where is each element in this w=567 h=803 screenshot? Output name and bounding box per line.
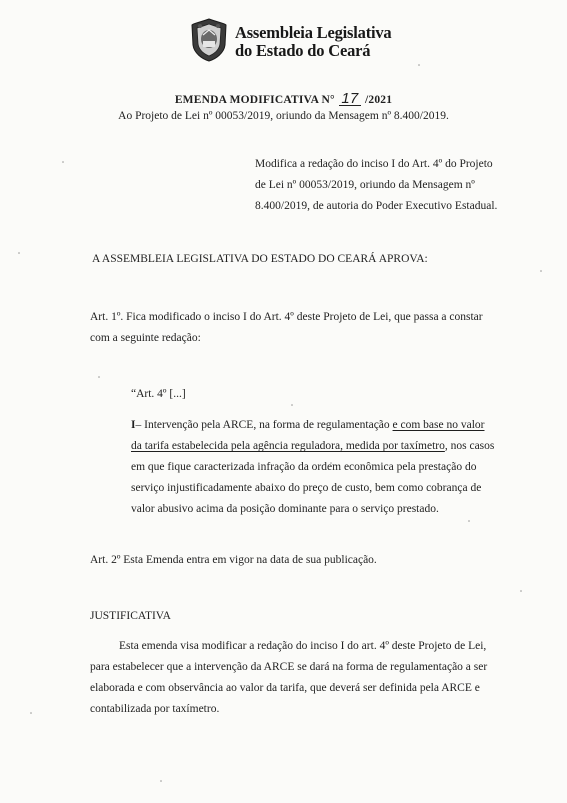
scan-speck (160, 780, 162, 782)
organization-name-line1: Assembleia Legislativa (235, 23, 392, 42)
inciso-line (131, 436, 497, 457)
enacting-clause: A ASSEMBLEIA LEGISLATIVA DO ESTADO DO CEARÁ APROVA: (92, 253, 428, 265)
inciso-underlined-text: da tarifa estabelecida pela agência reguladora, medida por taxímetro (131, 440, 445, 452)
inciso-label: I (131, 419, 136, 431)
justification-line: elaborada e com observância ao valor da tarifa, que deverá ser definida pela ARCE e (90, 682, 480, 694)
organization-name (235, 24, 391, 60)
scan-speck (98, 376, 100, 378)
inciso-line (131, 415, 497, 436)
amendment-number: 17 (339, 93, 361, 106)
ementa-line: de Lei nº 00053/2019, oriundo da Mensagem nº (255, 179, 475, 191)
article-1-line1: Art. 1º. Fica modificado o inciso I do Art. 4º deste Projeto de Lei, que passa a constar (90, 311, 483, 323)
scan-speck (30, 712, 32, 714)
article-1-line2: com a seguinte redação: (90, 332, 201, 344)
inciso-text (131, 415, 497, 520)
justification-heading: JUSTIFICATIVA (90, 610, 171, 622)
scan-speck (540, 270, 542, 272)
inciso-line: valor abusivo acima da posição dominante para o serviço prestado. (131, 503, 439, 515)
justification-body (90, 636, 500, 720)
inciso-line: em que fique caracterizada infração da ordem econômica pela prestação do (131, 461, 477, 473)
amendment-title-prefix: EMENDA MODIFICATIVA N° (174, 94, 335, 106)
inciso-underlined-text: e com base no valor (392, 419, 485, 431)
ementa-line-text: Modifica a redação do inciso I do Art. 4º do Projeto (255, 158, 493, 170)
justification-line: Esta emenda visa modificar a redação do inciso I do art. 4º deste Projeto de Lei, (119, 640, 487, 652)
scan-speck (291, 404, 293, 406)
justification-line: para estabelecer que a intervenção da ARCE se dará na forma de regulamentação a ser (90, 661, 488, 673)
scan-speck (62, 161, 64, 163)
amendment-title-suffix: /2021 (364, 94, 393, 106)
inciso-text-part: , nos casos (444, 440, 495, 452)
ementa-line: 8.400/2019, de autoria do Poder Executivo Estadual. (255, 200, 498, 212)
inciso-line: serviço injustificadamente abaixo do preço de custo, bem como cobrança de (131, 482, 482, 494)
scan-speck (520, 590, 522, 592)
amendment-title (0, 90, 567, 107)
scan-speck (18, 252, 20, 254)
organization-name-line2: do Estado do Ceará (235, 41, 371, 60)
quoted-article-heading: “Art. 4º [...] (131, 388, 186, 400)
article-2: Art. 2º Esta Emenda entra em vigor na data de sua publicação. (90, 554, 377, 566)
justification-line: contabilizada por taxímetro. (90, 703, 220, 715)
scan-speck (418, 64, 420, 66)
ementa-line (255, 154, 498, 175)
amendment-subtitle: Ao Projeto de Lei nº 00053/2019, oriundo da Mensagem nº 8.400/2019. (118, 110, 449, 122)
inciso-text-part: – Intervenção pela ARCE, na forma de regulamentação (135, 419, 393, 431)
scan-speck (468, 520, 470, 522)
ementa (255, 154, 498, 217)
state-coat-of-arms-icon (190, 17, 228, 63)
